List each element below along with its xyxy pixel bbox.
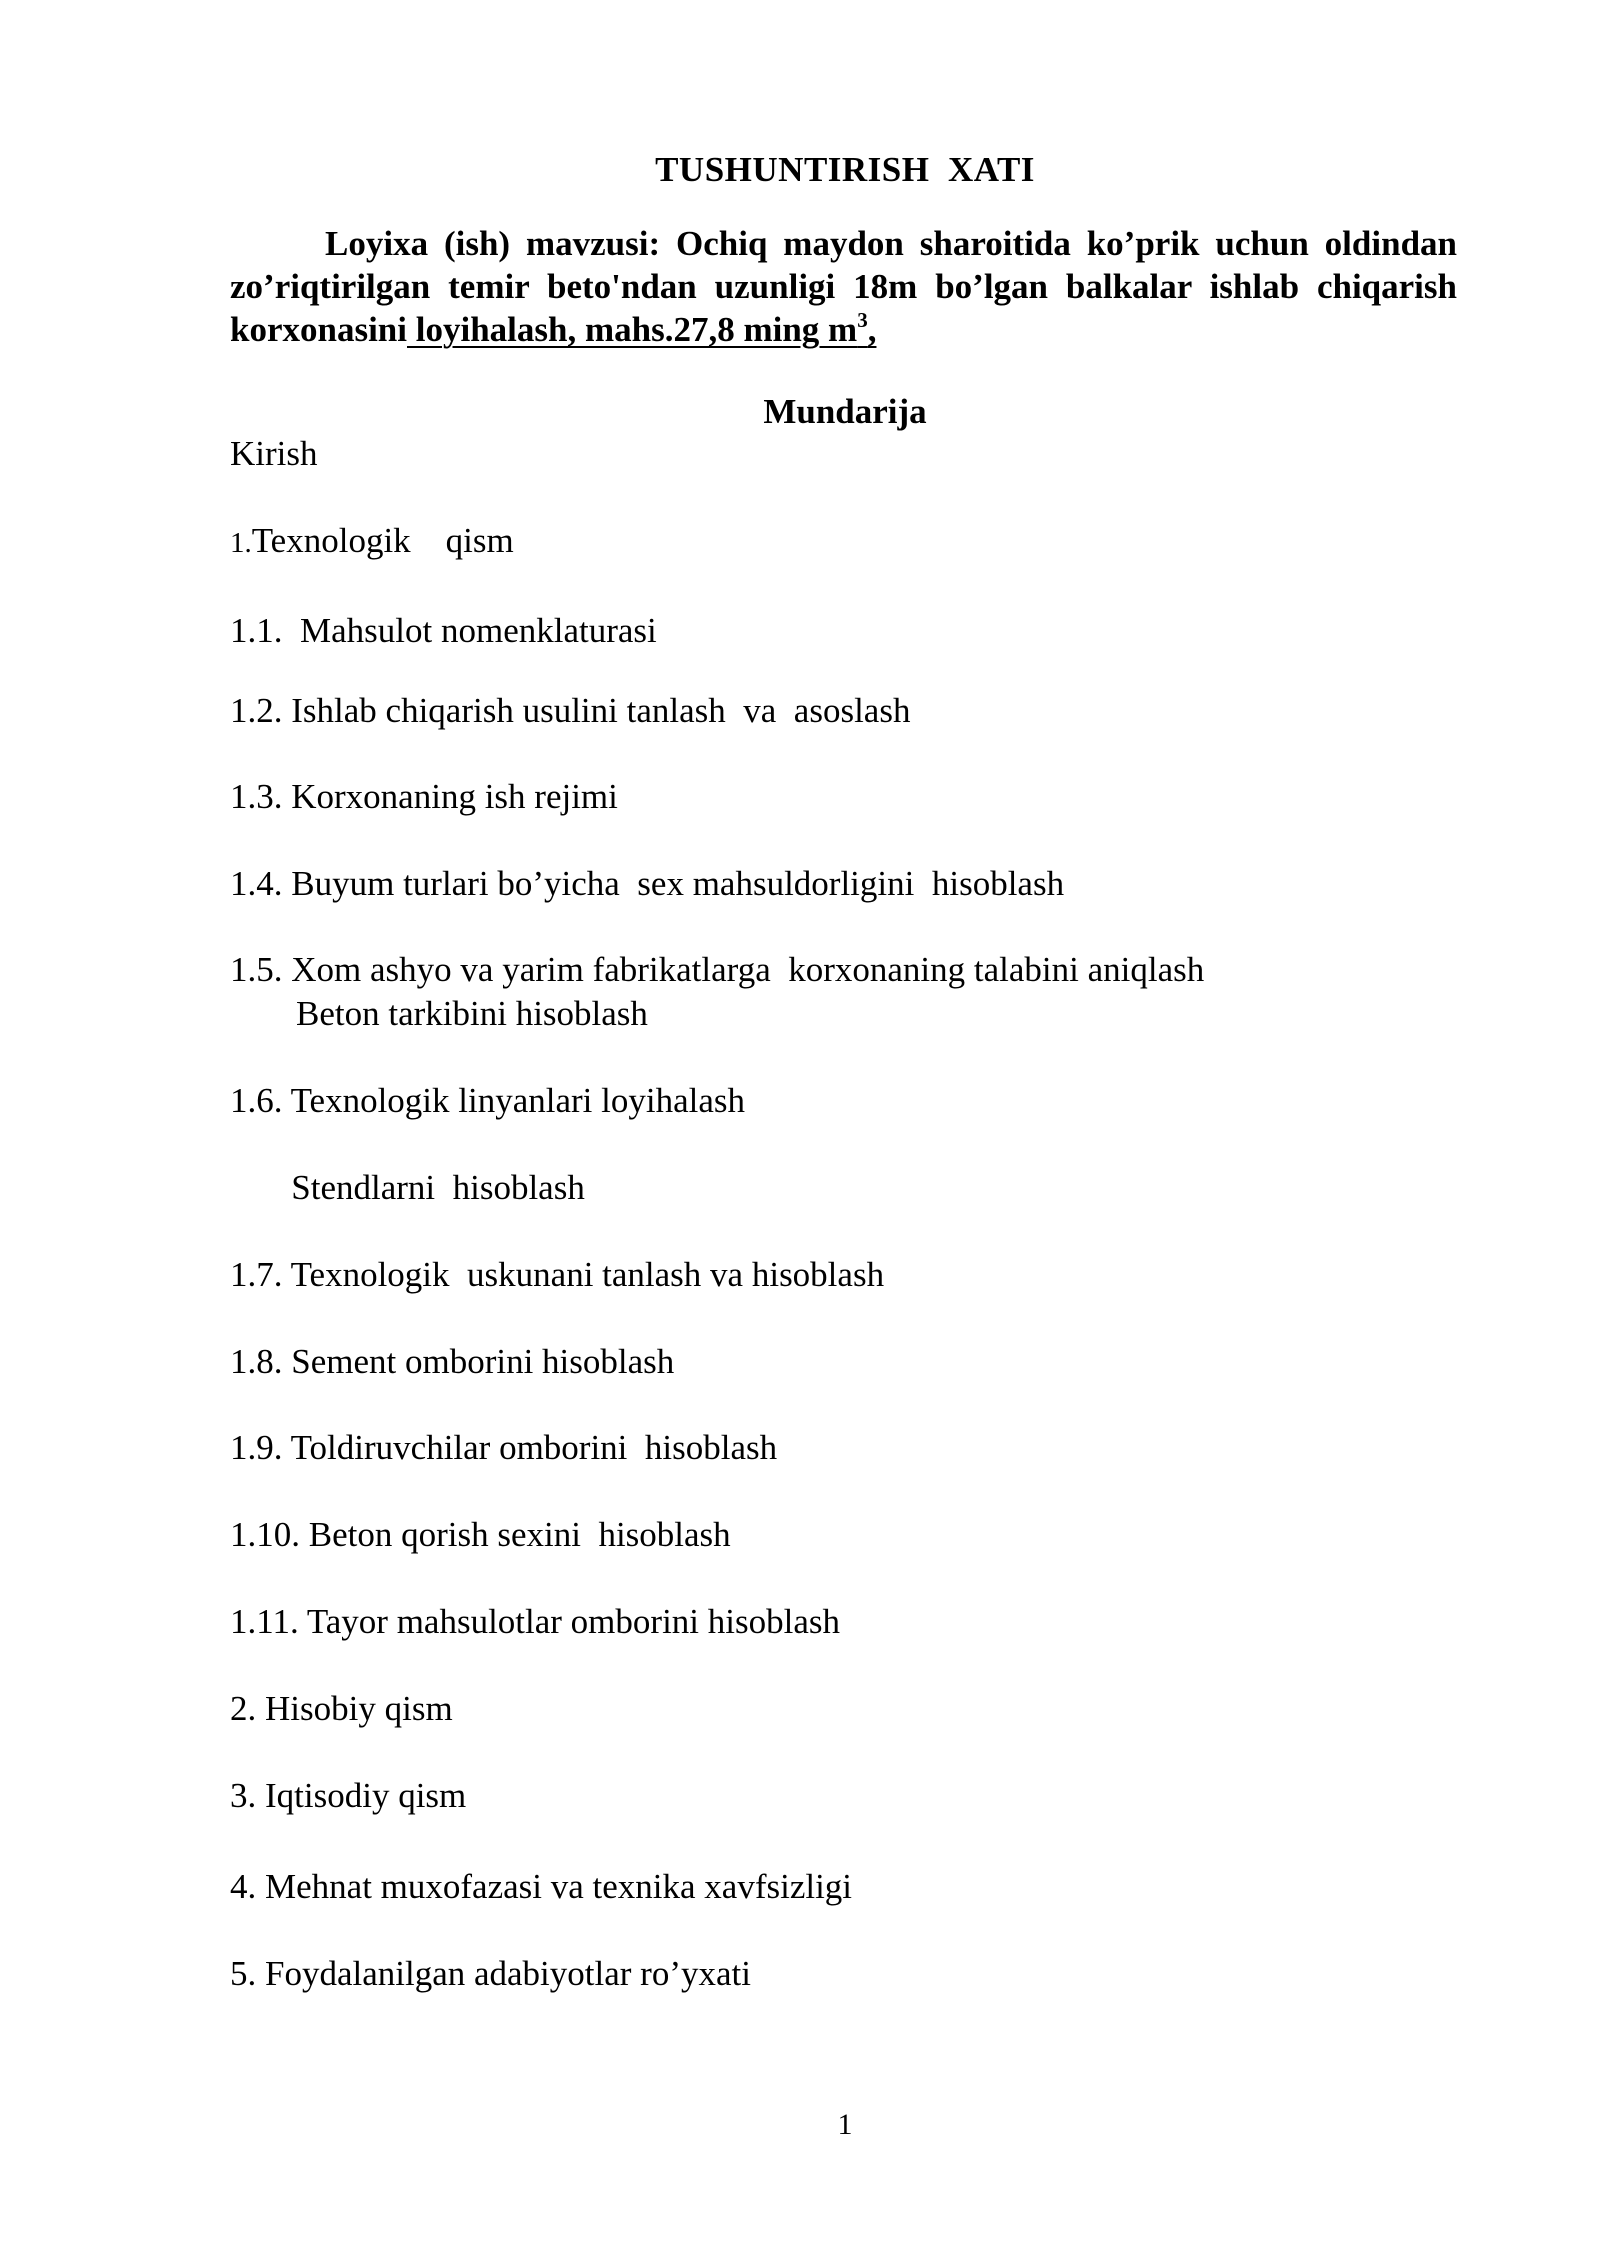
toc-item-3: 3. Iqtisodiy qism (230, 1776, 467, 1815)
toc-item-label: 1.5. Xom ashyo va yarim fabrikatlarga korxonaning talabini aniqlash (230, 950, 1205, 989)
topic-text: Ochiq maydon sharoitida ko’prik uchun oldindan zo’riqtirilgan temir beto'ndan uzunligi 18m bo’lgan balkalar ishlab chiqarish korxonasini (230, 224, 1457, 349)
toc-item-1-6: 1.6. Texnologik linyanlari loyihalash (230, 1081, 746, 1120)
toc-item-1-10: 1.10. Beton qorish sexini hisoblash (230, 1515, 731, 1554)
toc-item-1-3: 1.3. Korxonaning ish rejimi (230, 777, 618, 816)
toc-item-sublabel: Beton tarkibini hisoblash (296, 994, 648, 1033)
toc-item-stands: Stendlarni hisoblash (230, 1168, 585, 1207)
toc-item-1-8: 1.8. Sement omborini hisoblash (230, 1342, 675, 1381)
toc-item-1-5 (230, 948, 1204, 1036)
topic-trailing: , (867, 310, 877, 349)
page-number: 1 (837, 2108, 853, 2141)
toc-item-1-11: 1.11. Tayor mahsulotlar omborini hisoblash (230, 1602, 840, 1641)
toc-item-1-2: 1.2. Ishlab chiqarish usulini tanlash va asoslash (230, 691, 911, 730)
toc-title: Mundarija (763, 392, 927, 431)
topic-label: Loyixa (ish) mavzusi: (325, 224, 661, 263)
toc-item-technological-part (230, 519, 514, 565)
toc-item-5: 5. Foydalanilgan adabiyotlar ro’yxati (230, 1954, 751, 1993)
toc-item-1-9: 1.9. Toldiruvchilar omborini hisoblash (230, 1428, 778, 1467)
toc-item-1-4: 1.4. Buyum turlari bo’yicha sex mahsuldorligini hisoblash (230, 864, 1065, 903)
toc-item-2: 2. Hisobiy qism (230, 1689, 453, 1728)
toc-item-1-1: 1.1. Mahsulot nomenklaturasi (230, 611, 657, 650)
project-topic (230, 222, 1457, 351)
topic-underlined-main: loyihalash, mahs.27,8 ming m (407, 310, 858, 349)
toc-item-number: 1. (230, 527, 252, 559)
toc-item-introduction: Kirish (230, 434, 318, 473)
document-title: TUSHUNTIRISH XATI (655, 150, 1035, 189)
topic-superscript: 3 (857, 308, 868, 332)
toc-item-1-7: 1.7. Texnologik uskunani tanlash va hisoblash (230, 1255, 885, 1294)
toc-item-label: Texnologik qism (251, 521, 514, 560)
topic-underlined-text (407, 310, 876, 349)
toc-item-4: 4. Mehnat muxofazasi va texnika xavfsizligi (230, 1867, 853, 1906)
